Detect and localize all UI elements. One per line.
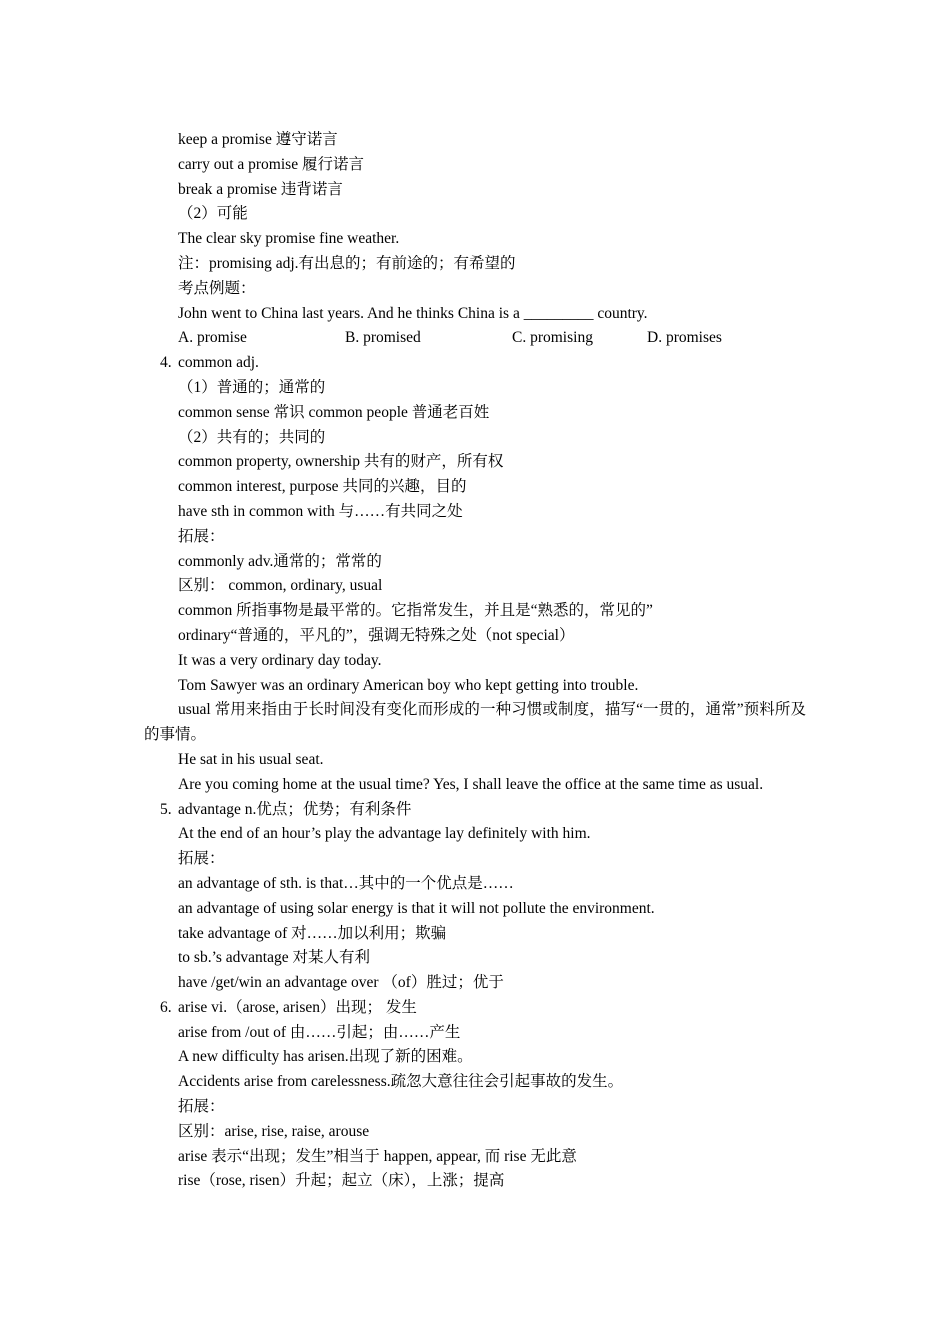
text-line: Accidents arise from carelessness.疏忽大意往往会引起事故的发生。 xyxy=(178,1073,624,1091)
text-line: A new difficulty has arisen.出现了新的困难。 xyxy=(178,1048,473,1066)
text-line: 区别： common, ordinary, usual xyxy=(178,577,383,595)
text-line: 区别：arise, rise, raise, arouse xyxy=(178,1122,370,1140)
text-line: to sb.’s advantage 对某人有利 xyxy=(178,949,371,967)
text-line: an advantage of using solar energy is that it will not pollute the environment. xyxy=(178,899,655,917)
text-line: 考点例题： xyxy=(178,279,256,297)
text-line: common property, ownership 共有的财产，所有权 xyxy=(178,453,504,471)
option-b: B. promised xyxy=(345,329,421,347)
text-line: 注：promising adj.有出息的；有前途的；有希望的 xyxy=(178,254,516,272)
text-line: （1）普通的；通常的 xyxy=(178,378,326,396)
list-item-4-heading xyxy=(144,351,806,376)
list-number: 4. xyxy=(160,354,172,372)
text-line: It was a very ordinary day today. xyxy=(178,651,382,669)
exercise-options xyxy=(144,326,806,351)
list-item-5-heading xyxy=(144,798,806,823)
entry-headword: arise vi.（arose, arisen）出现； 发生 xyxy=(178,998,417,1016)
text-line: At the end of an hour’s play the advantage lay definitely with him. xyxy=(178,825,591,843)
text-line: an advantage of sth. is that…其中的一个优点是…… xyxy=(178,874,514,892)
entry-headword: advantage n.优点；优势；有利条件 xyxy=(178,800,412,818)
text-line: take advantage of 对……加以利用；欺骗 xyxy=(178,924,447,942)
entry-headword: common adj. xyxy=(178,354,259,372)
paragraph-usual-example: Are you coming home at the usual time? Yes, I shall leave the office at the same time as usual. xyxy=(178,775,764,793)
option-a: A. promise xyxy=(178,329,247,347)
document-body xyxy=(144,128,806,1194)
text-line: break a promise 违背诺言 xyxy=(178,180,343,198)
text-line: arise from /out of 由……引起；由……产生 xyxy=(178,1023,461,1041)
text-line: 拓展： xyxy=(178,1098,225,1116)
text-line: rise（rose, risen）升起；起立（床），上涨；提高 xyxy=(178,1172,505,1190)
text-line: arise 表示“出现；发生”相当于 happen, appear, 而 rise 无此意 xyxy=(178,1147,577,1165)
text-line: （2）共有的；共同的 xyxy=(178,428,326,446)
text-line: He sat in his usual seat. xyxy=(178,750,324,768)
option-c: C. promising xyxy=(512,329,593,347)
paragraph-usual: usual 常用来指由于长时间没有变化而形成的一种习惯或制度，描写“一贯的，通常”预料所及的事情。 xyxy=(144,701,806,744)
option-d: D. promises xyxy=(647,329,722,347)
text-line: commonly adv.通常的；常常的 xyxy=(178,552,382,570)
text-line: have /get/win an advantage over （of）胜过；优于 xyxy=(178,974,504,992)
list-number: 5. xyxy=(160,800,172,818)
list-number: 6. xyxy=(160,998,172,1016)
text-line: common sense 常识 common people 普通老百姓 xyxy=(178,403,490,421)
text-line: keep a promise 遵守诺言 xyxy=(178,131,338,148)
text-line: ordinary“普通的，平凡的”，强调无特殊之处（not special） xyxy=(178,626,575,644)
exercise-question: John went to China last years. And he thinks China is a _________ country. xyxy=(178,304,648,322)
text-line: have sth in common with 与……有共同之处 xyxy=(178,502,463,520)
text-line: Tom Sawyer was an ordinary American boy who kept getting into trouble. xyxy=(178,676,639,694)
text-line: common 所指事物是最平常的。它指常发生，并且是“熟悉的，常见的” xyxy=(178,602,653,620)
text-line: 拓展： xyxy=(178,850,225,868)
list-item-6-heading xyxy=(144,996,806,1021)
text-line: The clear sky promise fine weather. xyxy=(178,230,400,248)
text-line: 拓展： xyxy=(178,527,225,545)
text-line: （2）可能 xyxy=(178,205,248,223)
text-line: carry out a promise 履行诺言 xyxy=(178,155,364,173)
text-line: common interest, purpose 共同的兴趣，目的 xyxy=(178,478,467,496)
